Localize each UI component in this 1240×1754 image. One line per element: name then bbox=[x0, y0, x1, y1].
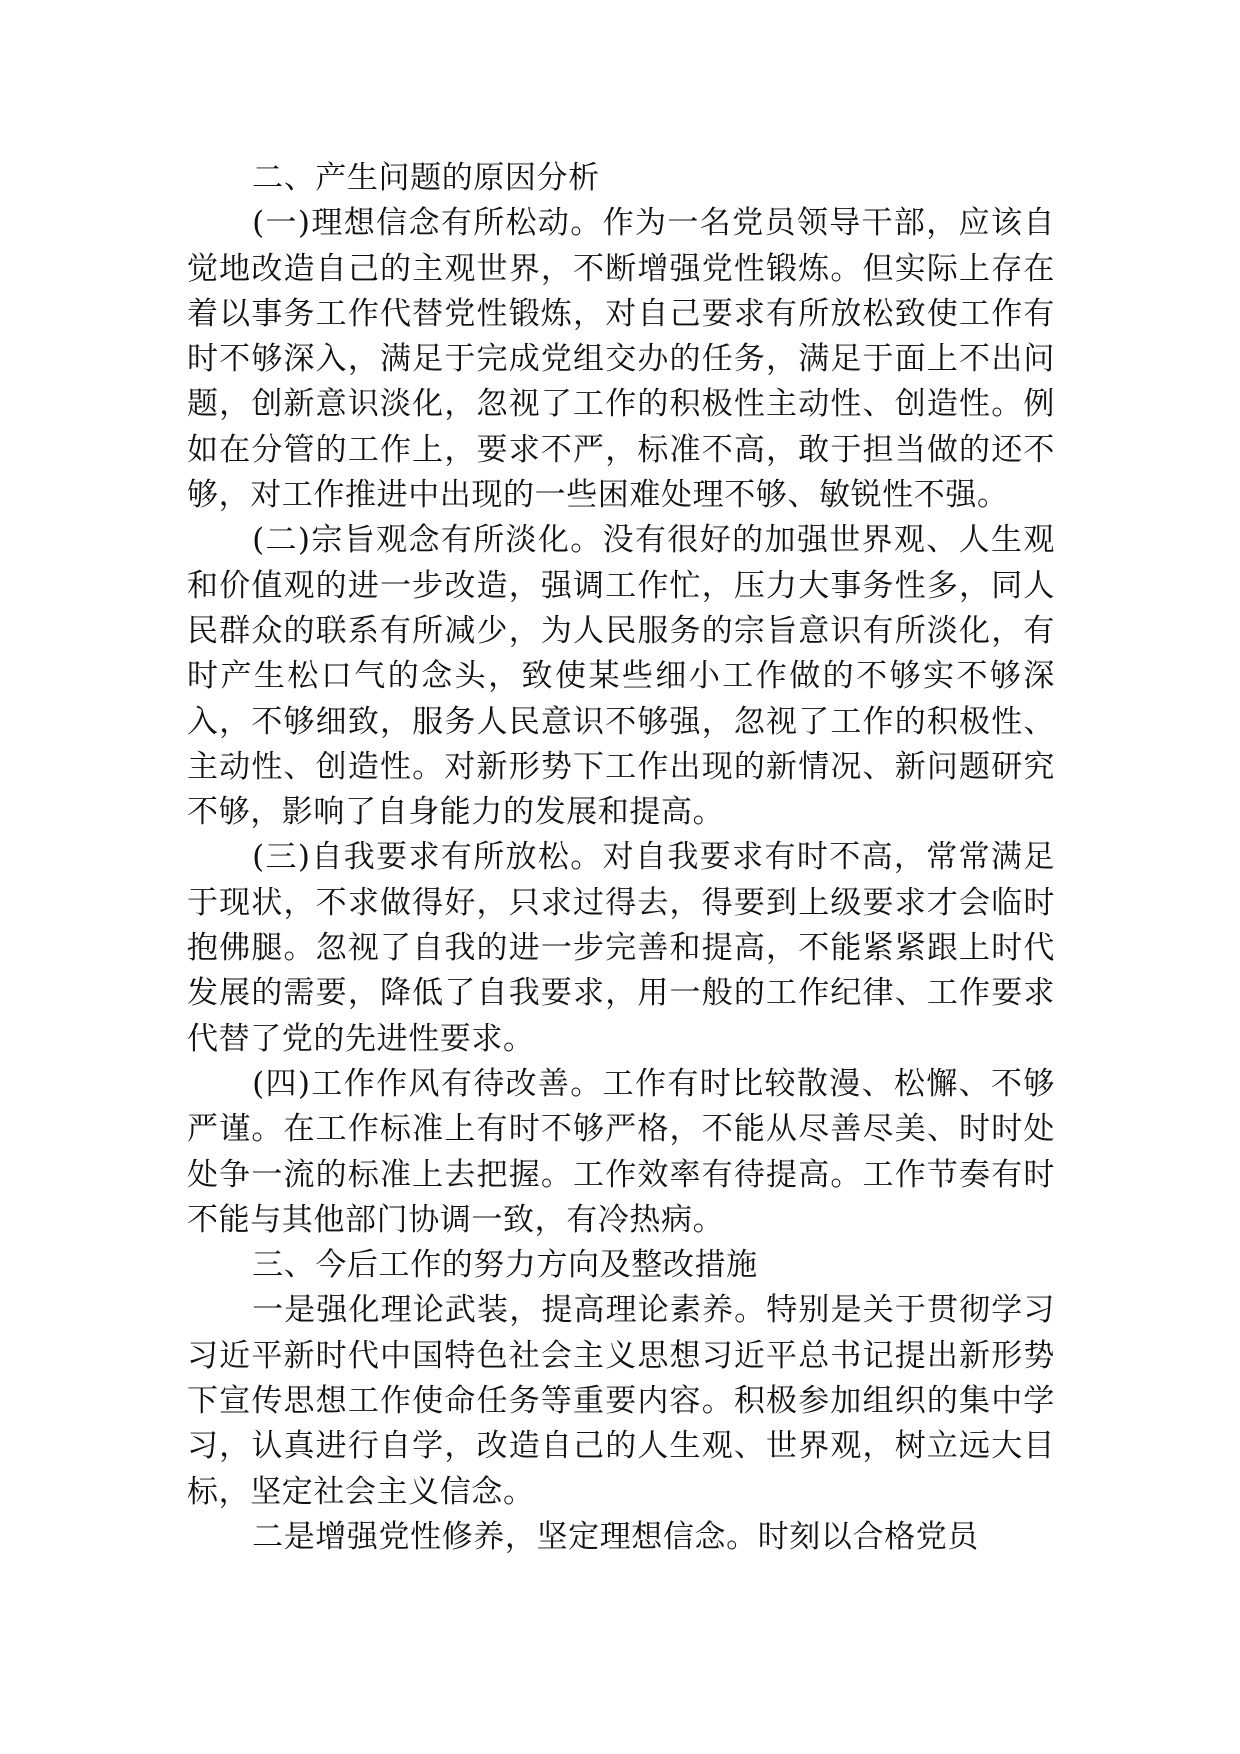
paragraph-theory-study: 一是强化理论武装，提高理论素养。特别是关于贯彻学习习近平新时代中国特色社会主义思想习近平总书记提出新形势下宣传思想工作使命任务等重要内容。积极参加组织的集中学习，认真进行自学，改造自己的人生观、世界观，树立远大目标，坚定社会主义信念。 bbox=[187, 1292, 1055, 1510]
paragraph-work-style: (四)工作作风有待改善。工作有时比较散漫、松懈、不够严谨。在工作标准上有时不够严格，不能从尽善尽美、时时处处争一流的标准上去把握。工作效率有待提高。工作节奏有时不能与其他部门协调一致，有冷热病。 bbox=[187, 1065, 1055, 1238]
document-body bbox=[187, 156, 1055, 1560]
paragraph-party-spirit: 二是增强党性修养，坚定理想信念。时刻以合格党员 bbox=[252, 1518, 979, 1555]
paragraph-purpose-concept: (二)宗旨观念有所淡化。没有很好的加强世界观、人生观和价值观的进一步改造，强调工作忙，压力大事务性多，同人民群众的联系有所减少，为人民服务的宗旨意识有所淡化，有时产生松口气的念头，致使某些细小工作做的不够实不够深入，不够细致，服务人民意识不够强，忽视了工作的积极性、主动性、创造性。对新形势下工作出现的新情况、新问题研究不够，影响了自身能力的发展和提高。 bbox=[187, 522, 1055, 831]
section-heading-causes: 二、产生问题的原因分析 bbox=[252, 160, 600, 196]
paragraph-self-requirement: (三)自我要求有所放松。对自我要求有时不高，常常满足于现状，不求做得好，只求过得去，得要到上级要求才会临时抱佛腿。忽视了自我的进一步完善和提高，不能紧紧跟上时代发展的需要，降低了自我要求，用一般的工作纪律、工作要求代替了党的先进性要求。 bbox=[187, 839, 1055, 1057]
section-heading-measures: 三、今后工作的努力方向及整改措施 bbox=[252, 1247, 758, 1284]
paragraph-ideals-beliefs: (一)理想信念有所松动。作为一名党员领导干部，应该自觉地改造自己的主观世界，不断增强党性锻炼。但实际上存在着以事务工作代替党性锻炼，对自己要求有所放松致使工作有时不够深入，满足于完成党组交办的任务，满足于面上不出问题，创新意识淡化，忽视了工作的积极性主动性、创造性。例如在分管的工作上，要求不严，标准不高，敢于担当做的还不够，对工作推进中出现的一些困难处理不够、敏锐性不强。 bbox=[187, 205, 1055, 514]
